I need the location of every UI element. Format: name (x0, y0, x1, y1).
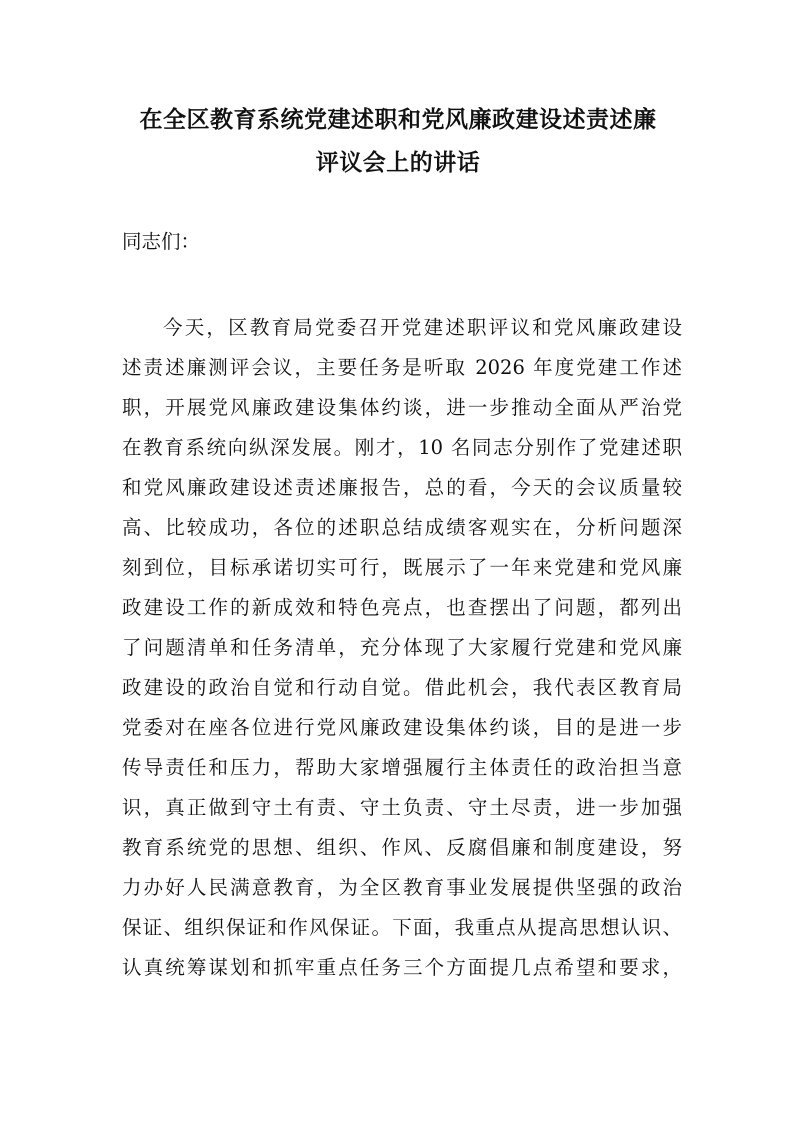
paragraph-line: 了问题清单和任务清单，充分体现了大家履行党建和党风廉 (122, 636, 682, 659)
paragraph-line: 党委对在座各位进行党风廉政建设集体约谈，目的是进一步 (122, 716, 682, 739)
paragraph-line: 传导责任和压力，帮助大家增强履行主体责任的政治担当意 (122, 756, 682, 779)
paragraph-line: 政建设工作的新成效和特色亮点，也查摆出了问题，都列出 (122, 596, 682, 619)
paragraph-line: 教育系统党的思想、组织、作风、反腐倡廉和制度建设，努 (122, 836, 682, 859)
salutation: 同志们： (122, 230, 201, 253)
paragraph-line: 述责述廉测评会议，主要任务是听取 2026 年度党建工作述 (122, 356, 682, 379)
document-title (118, 98, 678, 184)
paragraph-line: 刻到位，目标承诺切实可行，既展示了一年来党建和党风廉 (122, 556, 682, 579)
paragraph-line: 认真统筹谋划和抓牢重点任务三个方面提几点希望和要求， (122, 956, 682, 979)
body-paragraph (122, 308, 682, 988)
paragraph-line: 和党风廉政建设述责述廉报告，总的看，今天的会议质量较 (122, 476, 682, 499)
paragraph-line: 力办好人民满意教育，为全区教育事业发展提供坚强的政治 (122, 876, 682, 899)
paragraph-line: 保证、组织保证和作风保证。下面，我重点从提高思想认识、 (122, 916, 682, 939)
paragraph-line: 政建设的政治自觉和行动自觉。借此机会，我代表区教育局 (122, 676, 682, 699)
paragraph-line: 高、比较成功，各位的述职总结成绩客观实在，分析问题深 (122, 516, 682, 539)
title-line: 评议会上的讲话 (315, 149, 481, 176)
paragraph-line: 在教育系统向纵深发展。刚才，10 名同志分别作了党建述职 (122, 436, 682, 459)
paragraph-line: 识，真正做到守土有责、守土负责、守土尽责，进一步加强 (122, 796, 682, 819)
title-line: 在全区教育系统党建述职和党风廉政建设述责述廉 (139, 106, 657, 133)
paragraph-line: 职，开展党风廉政建设集体约谈，进一步推动全面从严治党 (122, 396, 682, 419)
paragraph-line: 今天，区教育局党委召开党建述职评议和党风廉政建设 (163, 316, 682, 339)
